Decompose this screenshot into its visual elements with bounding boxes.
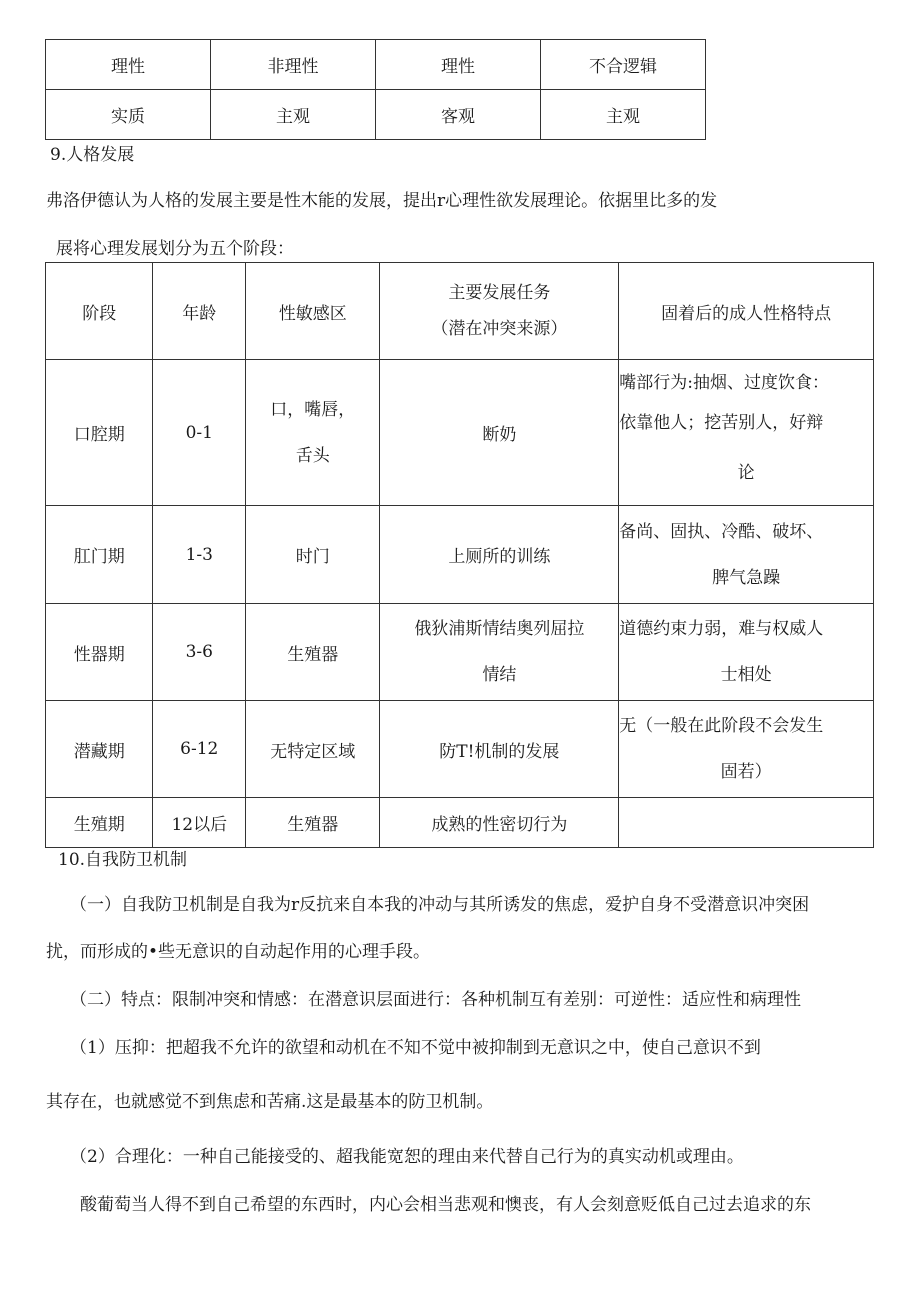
- comparison-table: [45, 39, 706, 140]
- traits-cell: [619, 360, 874, 506]
- paragraph-line: 展将心理发展划分为五个阶段：: [56, 239, 294, 259]
- table-cell: 客观: [376, 90, 541, 140]
- task-cell: 成熟的性密切行为: [380, 798, 619, 848]
- cell-line: 论: [737, 462, 755, 483]
- table-cell: 主观: [541, 90, 706, 140]
- zone-cell: 生殖器: [246, 798, 380, 848]
- zone-cell: 生殖器: [246, 604, 380, 701]
- header-traits: 固着后的成人性格特点: [619, 263, 874, 360]
- traits-cell: [619, 506, 874, 604]
- table-row: [46, 604, 874, 701]
- stage-cell: 口腔期: [46, 360, 153, 506]
- cell-line: 依靠他人；挖苦别人，好辩: [619, 412, 824, 433]
- zone-cell: [246, 360, 380, 506]
- zone-cell: 时门: [246, 506, 380, 604]
- cell-line: 固若）: [720, 762, 772, 782]
- table-row: [46, 506, 874, 604]
- table-cell: 非理性: [211, 40, 376, 90]
- stage-cell: 肛门期: [46, 506, 153, 604]
- table-row: [46, 701, 874, 798]
- cell-line: 口，嘴唇，: [270, 399, 356, 420]
- task-cell: 断奶: [380, 360, 619, 506]
- stages-table: [45, 262, 874, 848]
- stage-cell: 生殖期: [46, 798, 153, 848]
- task-cell: 防T!机制的发展: [380, 701, 619, 798]
- table-header-row: [46, 263, 874, 360]
- cell-line: 士相处: [720, 665, 772, 685]
- cell-line: 俄狄浦斯情结奥列屈拉: [414, 619, 585, 639]
- paragraph-line: 弗洛伊德认为人格的发展主要是性木能的发展，提出r心理性欲发展理论。依据里比多的发: [46, 191, 718, 211]
- paragraph-line: （2）合理化：一种自己能接受的、超我能宽恕的理由来代替自己行为的真实动机或理由。: [70, 1147, 744, 1167]
- section-heading: 9.人格发展: [50, 145, 135, 165]
- paragraph-line: （一）自我防卫机制是自我为r反抗来自本我的冲动与其所诱发的焦虑，爱护自身不受潜意识冲突困: [70, 895, 810, 915]
- table-row: [46, 360, 874, 506]
- cell-line: 无（一般在此阶段不会发生: [619, 716, 824, 736]
- cell-line: 备尚、固执、冷酷、破坏、: [619, 521, 824, 542]
- stage-cell: 潜藏期: [46, 701, 153, 798]
- table-row: [46, 90, 706, 140]
- cell-line: 情结: [482, 665, 517, 685]
- table-cell: 理性: [46, 40, 211, 90]
- zone-cell: 无特定区域: [246, 701, 380, 798]
- table-cell: 主观: [211, 90, 376, 140]
- age-cell: 1-3: [153, 506, 246, 604]
- paragraph-line: 酸葡萄当人得不到自己希望的东西时，内心会相当悲观和懊丧，有人会刻意贬低自己过去追求的东: [80, 1195, 811, 1215]
- traits-cell: [619, 798, 874, 848]
- header-stage: 阶段: [46, 263, 153, 360]
- cell-line: 嘴部行为:抽烟、过度饮食：: [619, 372, 829, 393]
- table-cell: 实质: [46, 90, 211, 140]
- table-row: [46, 798, 874, 848]
- traits-cell: [619, 604, 874, 701]
- table-cell: 理性: [376, 40, 541, 90]
- stage-cell: 性器期: [46, 604, 153, 701]
- header-task-line: （潜在冲突来源）: [431, 319, 568, 339]
- header-task-line: 主要发展任务: [448, 283, 551, 303]
- paragraph-line: （二）特点：限制冲突和情感：在潜意识层面进行：各种机制互有差别：可逆性：适应性和病理性: [70, 990, 801, 1010]
- task-cell: 上厕所的训练: [380, 506, 619, 604]
- task-cell: [380, 604, 619, 701]
- table-row: [46, 40, 706, 90]
- paragraph-line: 其存在，也就感觉不到焦虑和苦痛.这是最基本的防卫机制。: [46, 1092, 494, 1112]
- table-cell: 不合逻辑: [541, 40, 706, 90]
- header-task: [380, 263, 619, 360]
- cell-line: 道德约束力弱，难与权威人: [619, 619, 824, 639]
- section-heading: 10.自我防卫机制: [58, 850, 188, 870]
- header-zone: 性敏感区: [246, 263, 380, 360]
- header-age: 年龄: [153, 263, 246, 360]
- age-cell: 12以后: [153, 798, 246, 848]
- paragraph-line: 扰，而形成的•些无意识的自动起作用的心理手段。: [46, 942, 431, 962]
- age-cell: 6-12: [153, 701, 246, 798]
- cell-line: 舌头: [295, 445, 330, 466]
- cell-line: 脾气急躁: [712, 567, 781, 588]
- age-cell: 0-1: [153, 360, 246, 506]
- paragraph-line: （1）压抑：把超我不允许的欲望和动机在不知不觉中被抑制到无意识之中，使自己意识不到: [70, 1038, 761, 1058]
- traits-cell: [619, 701, 874, 798]
- age-cell: 3-6: [153, 604, 246, 701]
